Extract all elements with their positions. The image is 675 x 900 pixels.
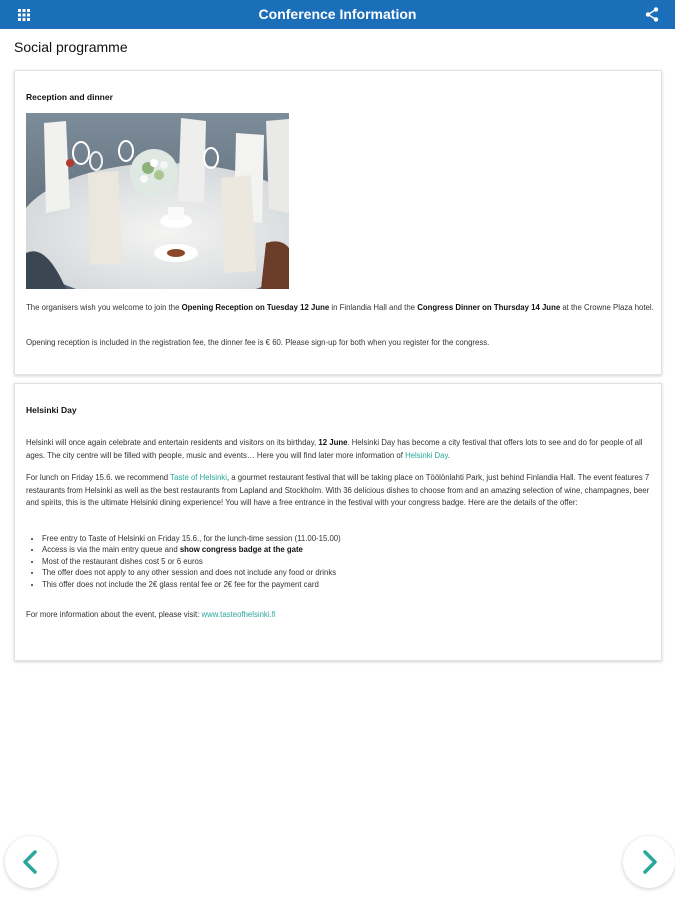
- card-heading: Reception and dinner: [26, 92, 113, 102]
- page-title: Social programme: [14, 39, 128, 55]
- list-item: • Free entry to Taste of Helsinki on Friday 15.6., for the lunch-time session (11.00-15.00): [42, 533, 646, 544]
- card-heading: Helsinki Day: [26, 405, 77, 415]
- app-title: Conference Information: [258, 6, 417, 22]
- reception-dinner-photo: [26, 113, 289, 289]
- app-bar: [0, 0, 675, 29]
- offer-list: [26, 533, 646, 590]
- list-item: • The offer does not apply to any other session and does not include any food or drinks: [42, 567, 646, 578]
- share-icon[interactable]: [645, 7, 659, 22]
- reception-card: [14, 70, 662, 375]
- helsinki-day-card: [14, 383, 662, 661]
- list-item: • Access is via the main entry queue and show congress badge at the gate: [42, 544, 646, 555]
- helsinki-day-link[interactable]: Helsinki Day: [405, 450, 448, 460]
- reception-paragraph: The organisers wish you welcome to join the Opening Reception on Tuesday 12 June in Finlandia Hall and the Congress Dinner on Thursday 14 June at the Crowne Plaza hotel.: [26, 303, 654, 312]
- chevron-right-icon: [637, 850, 661, 874]
- taste-of-helsinki-link[interactable]: Taste of Helsinki: [170, 473, 227, 482]
- list-item: • Most of the restaurant dishes cost 5 or 6 euros: [42, 556, 646, 567]
- chevron-left-icon: [19, 850, 43, 874]
- taste-of-helsinki-website-link[interactable]: www.tasteofhelsinki.fi: [201, 610, 276, 619]
- more-info-paragraph: For more information about the event, please visit: www.tasteofhelsinki.fi: [26, 610, 276, 619]
- helsinki-day-paragraph: Helsinki will once again celebrate and entertain residents and visitors on its birthday, 12 June. Helsinki Day has become a city festival that offers lots to see and do for people of all ages. The city centre will be filled with people, music and events… Here you will find later more information of Helsinki Day.: [26, 438, 643, 460]
- next-page-button[interactable]: [623, 836, 675, 888]
- list-item: • This offer does not include the 2€ glass rental fee or 2€ fee for the payment card: [42, 579, 646, 590]
- previous-page-button[interactable]: [5, 836, 57, 888]
- taste-of-helsinki-paragraph: For lunch on Friday 15.6. we recommend Taste of Helsinki, a gourmet restaurant festival that will be taking place on Töölönlahti Park, just behind Finlandia Hall. The event features 7 restaurants from Helsinki as well as the best restaurants from Lapland and Stockholm. With 36 delicious dishes to choose from and an amazing selection of wine, champagnes, beer and spirits, this is the ultimate Helsinki dining experience! You will have a free entrance in the festival with your congress badge. Here are the details of the offer:: [26, 473, 650, 507]
- fee-paragraph: Opening reception is included in the registration fee, the dinner fee is € 60. Please sign-up for both when you register for the congress.: [26, 338, 490, 347]
